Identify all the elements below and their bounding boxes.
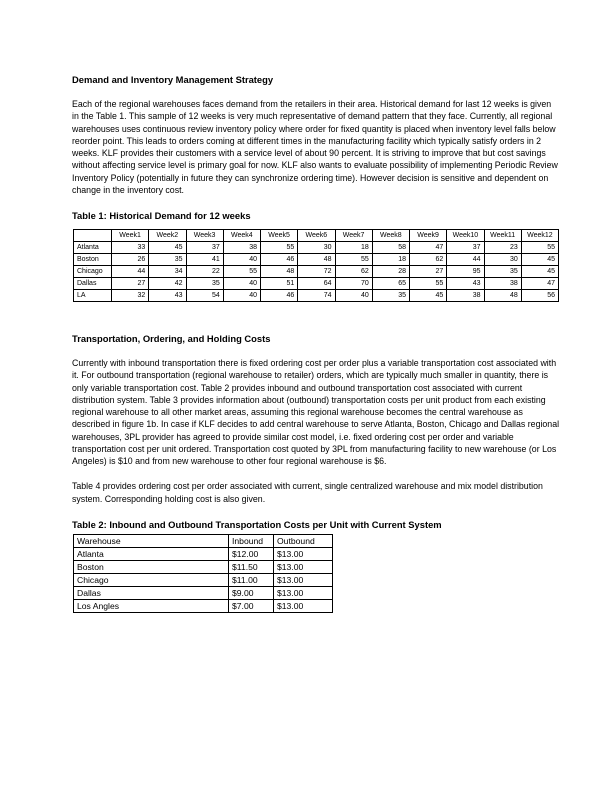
row-label-cell: Boston xyxy=(74,254,112,266)
table-row xyxy=(74,242,559,254)
row-label-cell: Chicago xyxy=(74,266,112,278)
table-cell: Chicago xyxy=(74,573,229,586)
table-cell: 35 xyxy=(372,290,409,302)
table-cell: $13.00 xyxy=(274,573,333,586)
table-cell: 38 xyxy=(447,290,484,302)
table-header-cell: Week2 xyxy=(149,230,186,242)
table-cell: 65 xyxy=(372,278,409,290)
section-heading-costs: Transportation, Ordering, and Holding Costs xyxy=(72,333,271,344)
table-cell: 70 xyxy=(335,278,372,290)
table-cell: $13.00 xyxy=(274,599,333,612)
table-header-cell: Week8 xyxy=(372,230,409,242)
table-cell: 74 xyxy=(298,290,335,302)
table-cell: 44 xyxy=(112,266,149,278)
demand-paragraph: Each of the regional warehouses faces demand from the retailers in their area. Historical demand for last 12 weeks is given in the Table 1. This sample of 12 weeks is very much representative of demand pattern that they face. Currently, all regional warehouses uses continuous review inventory policy where order for fixed quantity is placed when inventory level falls below reorder point. This leads to orders coming at different times in the manufacturing facility which typically satisfy orders in 2 weeks. KLF provides their customers with a service level of about 90 percent. It is striving to improve that but cost savings without affecting service level is primary goal for now. KLF also wants to evaluate possibility of implementing Periodic Review Inventory Policy (potentially in future they can synchronize ordering time). However decision is sensitive and dependent on change in the inventory cost. xyxy=(72,99,558,195)
costs-paragraph-1: Currently with inbound transportation there is fixed ordering cost per order plus a variable transportation cost associated with it. For outbound transportation (regional warehouse to retailer) orders, which are typically much smaller in quantity, there is only variable transportation cost. Table 2 provides inbound and outbound transportation cost associated with current distribution system. Table 3 provides information about (outbound) transportation costs per unit product from each existing regional warehouse to all other market areas, assuming this regional warehouse becomes the central warehouse as described in figure 1b. In case if KLF decides to add central warehouse to serve Atlanta, Boston, Chicago and Dallas regional warehouses, 3PL provider has agreed to provide similar cost model, i.e. fixed ordering cost per order and variable transportation cost per unit ordered. Transportation cost quoted by 3PL from manufacturing facility to new warehouse (or Los Angeles) is $10 and from new warehouse to other four regional warehouse is $6. xyxy=(72,358,560,466)
table-cell: 33 xyxy=(112,242,149,254)
table-row xyxy=(74,573,333,586)
table-cell: 48 xyxy=(298,254,335,266)
table-cell: 45 xyxy=(410,290,447,302)
table-cell: 35 xyxy=(149,254,186,266)
table-header-row xyxy=(74,534,333,547)
table-cell: $13.00 xyxy=(274,547,333,560)
table-cell: 38 xyxy=(223,242,260,254)
table-row xyxy=(74,547,333,560)
table-row xyxy=(74,560,333,573)
table-cell: 43 xyxy=(149,290,186,302)
table-header-cell: Inbound xyxy=(229,534,274,547)
table2-caption: Table 2: Inbound and Outbound Transportation Costs per Unit with Current System xyxy=(72,518,442,530)
costs-paragraph-2: Table 4 provides ordering cost per order associated with current, single centralized warehouse and mix model distribution system. Corresponding holding cost is also given. xyxy=(72,481,543,504)
table-cell: 38 xyxy=(484,278,521,290)
table-cell: $7.00 xyxy=(229,599,274,612)
table-cell: $12.00 xyxy=(229,547,274,560)
table-cell: Los Angles xyxy=(74,599,229,612)
table-cell: $9.00 xyxy=(229,586,274,599)
table-cell: 95 xyxy=(447,266,484,278)
row-label-cell: Atlanta xyxy=(74,242,112,254)
table-cell: 45 xyxy=(521,254,558,266)
table-cell: 46 xyxy=(261,290,298,302)
table-cell: 32 xyxy=(112,290,149,302)
table-cell: 55 xyxy=(261,242,298,254)
table-cell: 37 xyxy=(447,242,484,254)
table-cell: 47 xyxy=(521,278,558,290)
table-cell: 27 xyxy=(410,266,447,278)
table-cell: 30 xyxy=(484,254,521,266)
table-cell: 54 xyxy=(186,290,223,302)
table-header-cell: Week9 xyxy=(410,230,447,242)
table-row xyxy=(74,599,333,612)
table-cell: 27 xyxy=(112,278,149,290)
table-header-cell: Week7 xyxy=(335,230,372,242)
document-page xyxy=(72,74,560,613)
table-cell: 48 xyxy=(484,290,521,302)
row-label-cell: LA xyxy=(74,290,112,302)
table-cell: Dallas xyxy=(74,586,229,599)
row-label-cell: Dallas xyxy=(74,278,112,290)
table-cell: 48 xyxy=(261,266,298,278)
table-cell: $13.00 xyxy=(274,560,333,573)
table-cell: $13.00 xyxy=(274,586,333,599)
table-cell: 40 xyxy=(335,290,372,302)
table-cell: 55 xyxy=(335,254,372,266)
table-header-cell: Week5 xyxy=(261,230,298,242)
table-cell: 45 xyxy=(521,266,558,278)
table-cell: 18 xyxy=(372,254,409,266)
table-cell: 46 xyxy=(261,254,298,266)
table-cell: 58 xyxy=(372,242,409,254)
table-cell: 45 xyxy=(149,242,186,254)
table-cell: 47 xyxy=(410,242,447,254)
table-row xyxy=(74,266,559,278)
table-cell: 35 xyxy=(186,278,223,290)
table-cell: 28 xyxy=(372,266,409,278)
table-header-cell: Week3 xyxy=(186,230,223,242)
table-header-cell: Week10 xyxy=(447,230,484,242)
table-header-cell: Week11 xyxy=(484,230,521,242)
table-header-cell: Warehouse xyxy=(74,534,229,547)
table-row xyxy=(74,586,333,599)
table-row xyxy=(74,254,559,266)
table-cell: 22 xyxy=(186,266,223,278)
table-header-cell: Week1 xyxy=(112,230,149,242)
table-cell: 40 xyxy=(223,254,260,266)
table-cell: Atlanta xyxy=(74,547,229,560)
table-cell: 55 xyxy=(223,266,260,278)
table-cell: Boston xyxy=(74,560,229,573)
table-header-cell: Week6 xyxy=(298,230,335,242)
table-cell: 40 xyxy=(223,278,260,290)
table-cell: $11.50 xyxy=(229,560,274,573)
table-cell: 34 xyxy=(149,266,186,278)
table-row xyxy=(74,290,559,302)
table-corner-cell xyxy=(74,230,112,242)
table-cell: 18 xyxy=(335,242,372,254)
table1-caption: Table 1: Historical Demand for 12 weeks xyxy=(72,210,251,221)
table-cell: $11.00 xyxy=(229,573,274,586)
transport-cost-table xyxy=(73,534,333,613)
table-cell: 23 xyxy=(484,242,521,254)
table-header-cell: Week12 xyxy=(521,230,558,242)
table-cell: 55 xyxy=(521,242,558,254)
table-cell: 37 xyxy=(186,242,223,254)
table-cell: 62 xyxy=(410,254,447,266)
table-cell: 44 xyxy=(447,254,484,266)
table-row xyxy=(74,278,559,290)
table-cell: 64 xyxy=(298,278,335,290)
table-header-cell: Outbound xyxy=(274,534,333,547)
table-header-cell: Week4 xyxy=(223,230,260,242)
table-cell: 51 xyxy=(261,278,298,290)
table-cell: 62 xyxy=(335,266,372,278)
table-cell: 40 xyxy=(223,290,260,302)
table-cell: 26 xyxy=(112,254,149,266)
section-heading-demand: Demand and Inventory Management Strategy xyxy=(72,74,274,85)
table-cell: 43 xyxy=(447,278,484,290)
table-cell: 56 xyxy=(521,290,558,302)
table-cell: 41 xyxy=(186,254,223,266)
table-cell: 30 xyxy=(298,242,335,254)
table-cell: 35 xyxy=(484,266,521,278)
table-cell: 72 xyxy=(298,266,335,278)
table-cell: 42 xyxy=(149,278,186,290)
table-cell: 55 xyxy=(410,278,447,290)
historical-demand-table xyxy=(73,229,559,302)
